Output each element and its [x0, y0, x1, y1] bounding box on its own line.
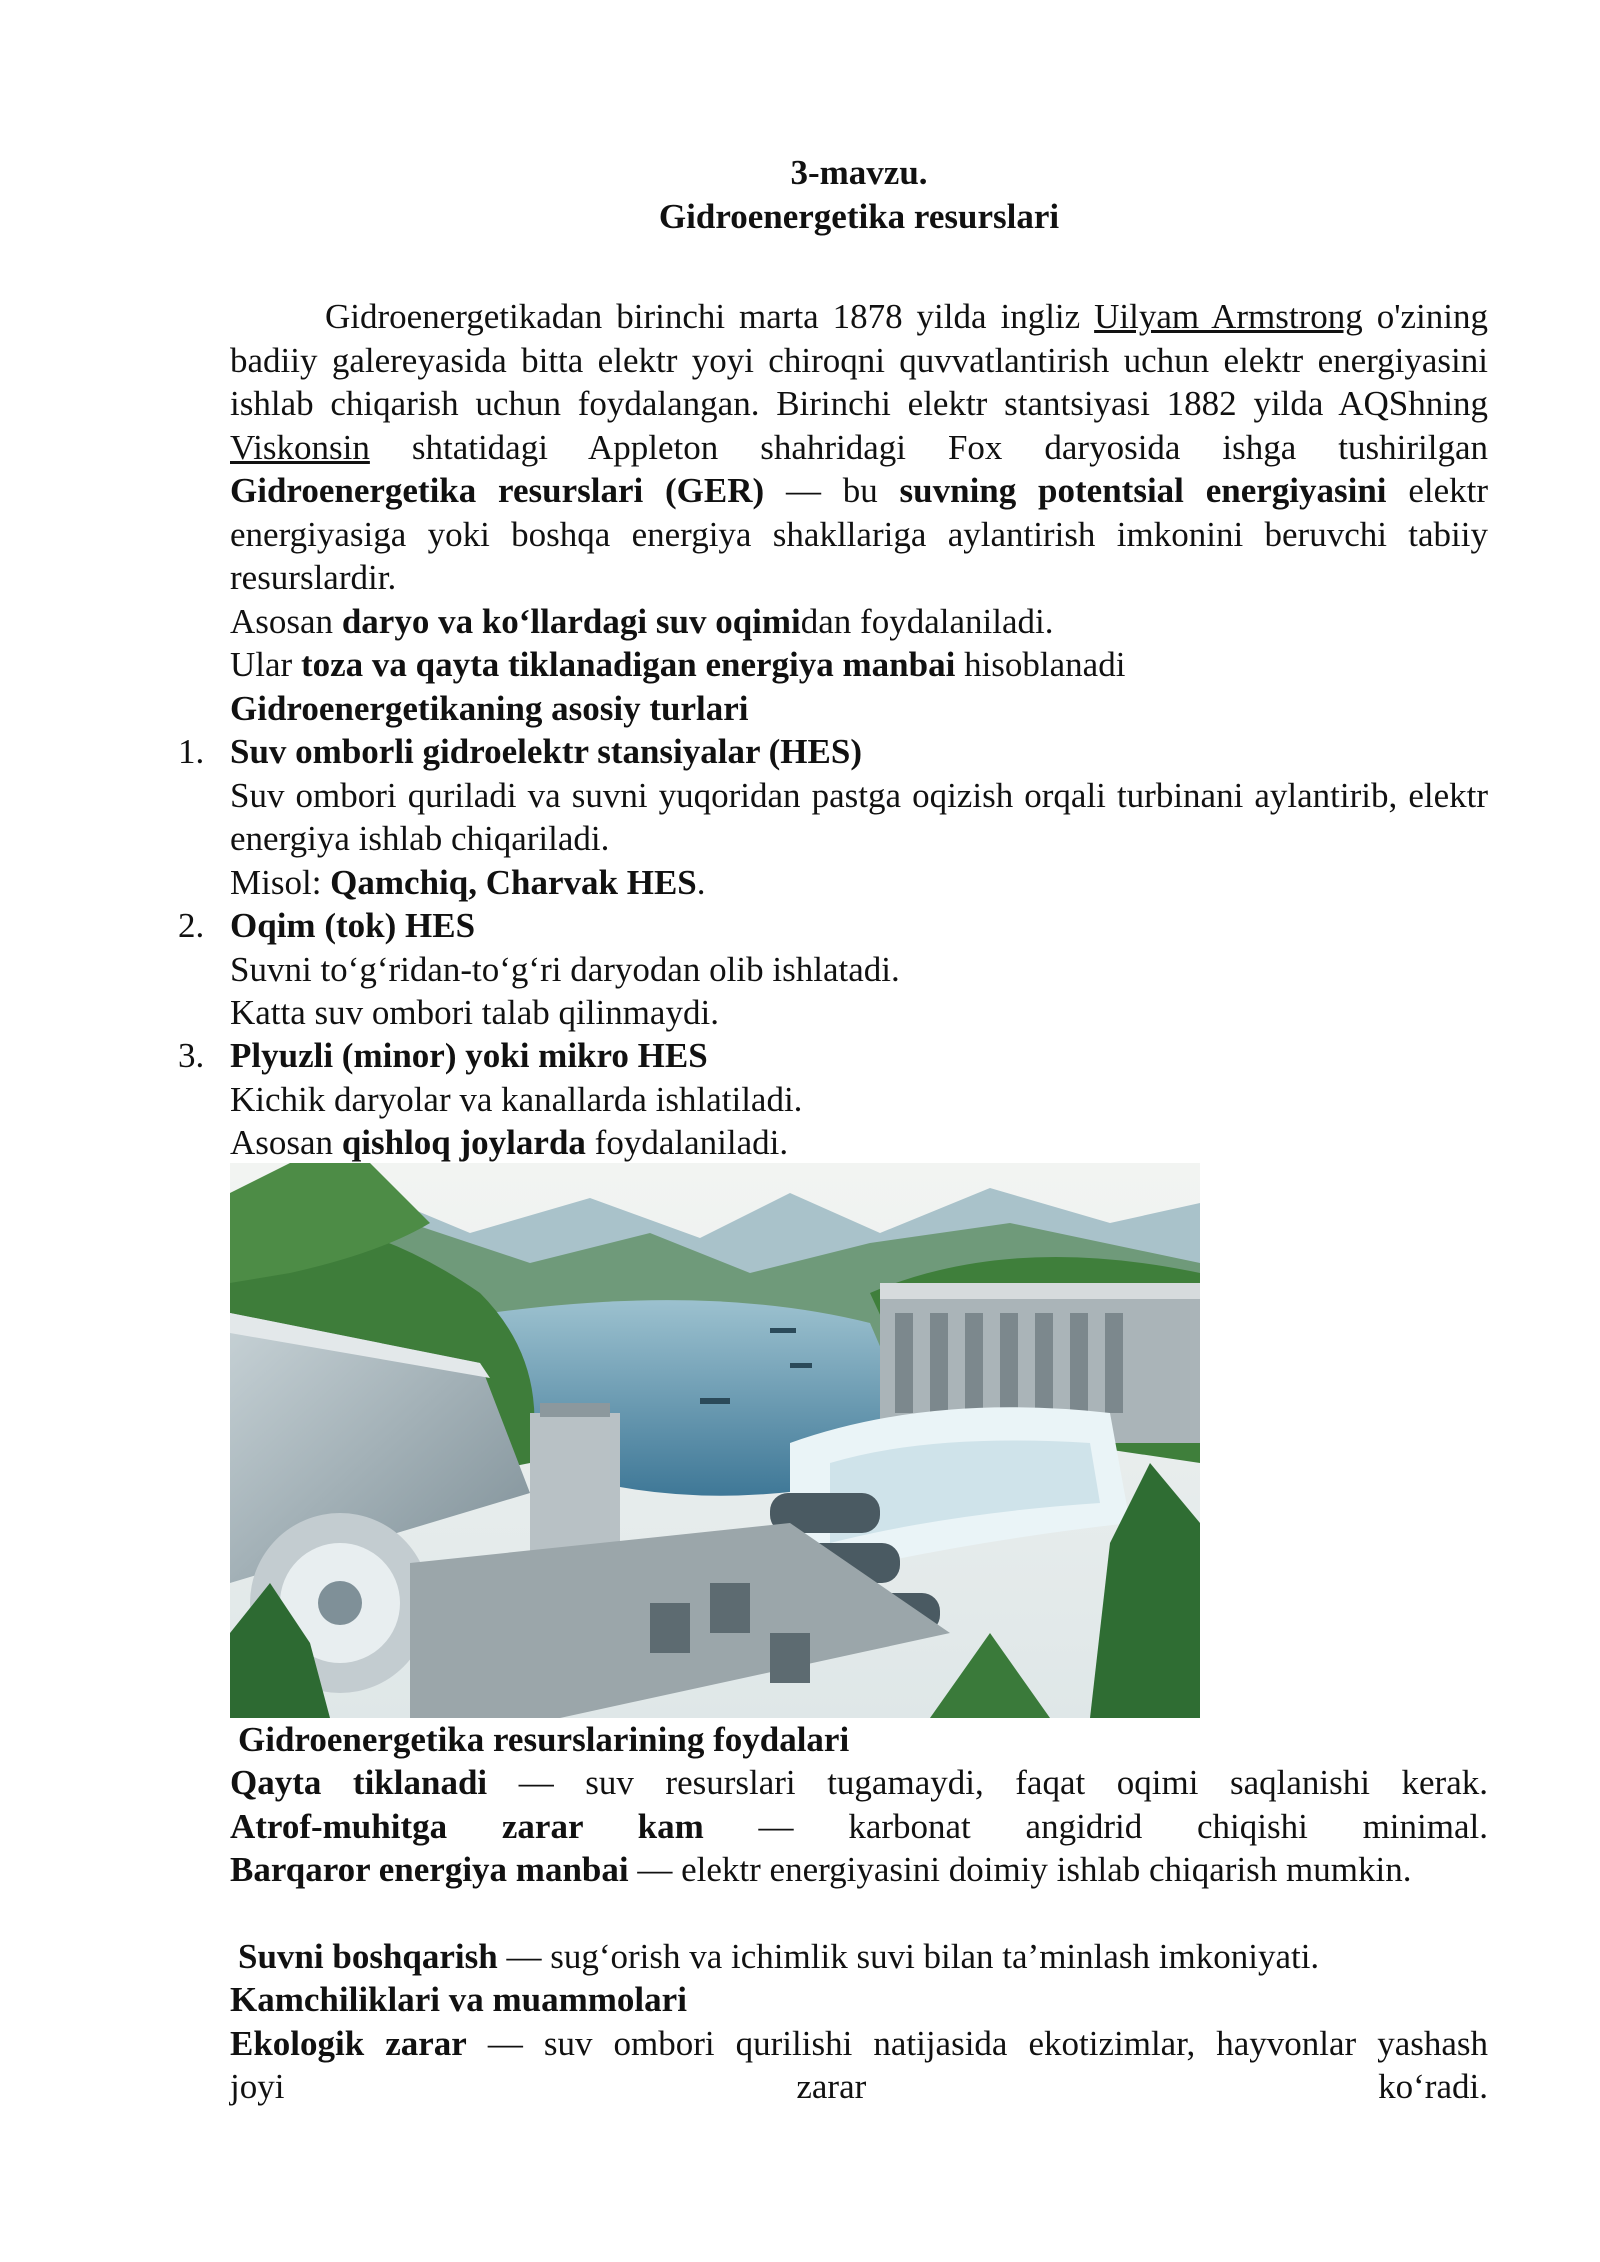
drawback-ecological-continued — [230, 2065, 1488, 2109]
benefit-low-impact — [230, 1805, 1488, 1849]
bold-text: qishloq joylarda — [341, 1123, 586, 1162]
topic-number: 3-mavzu. — [790, 153, 928, 192]
list-item-description: Suv ombori quriladi va suvni yuqoridan pastga oqizish orqali turbinani aylantirib, elektr energiya ishlab chiqariladi. — [230, 775, 1488, 858]
list-number: 3. — [178, 1036, 205, 1075]
intro-text: shtatidagi Appleton shahridagi Fox daryosida ishga tushirilgan — [369, 427, 1488, 467]
intro-text: Gidroenergetikadan birinchi marta 1878 yilda ingliz — [325, 297, 1095, 336]
bold-text: Barqaror energiya manbai — [230, 1850, 629, 1889]
list-number: 2. — [178, 906, 205, 945]
list-item-micro-hes — [230, 1034, 1488, 1165]
benefit-water-management — [238, 1935, 1496, 1979]
list-item-title: Suv omborli gidroelektr stansiyalar (HES) — [230, 732, 862, 771]
hydropower-illustration — [230, 1163, 1200, 1718]
text: dan foydalaniladi. — [800, 602, 1054, 641]
intro-bold: Gidroenergetika resurslari (GER) — [230, 471, 765, 510]
page-title: Gidroenergetika resurslari — [658, 197, 1060, 236]
benefit-stable-source — [230, 1848, 1488, 1892]
text: — suv resurslari tugamaydi, faqat oqimi saqlanishi kerak. — [487, 1763, 1488, 1802]
text: — elektr energiyasini doimiy ishlab chiqarish mumkin. — [628, 1850, 1412, 1889]
bold-text: Qayta tiklanadi — [230, 1763, 488, 1802]
text: hisoblanadi — [955, 645, 1126, 684]
bold-text: Ekologik zarar — [230, 2024, 467, 2063]
intro-text: elektr energiyasiga yoki boshqa energiya shakllariga aylantirish imkonini beruvchi tabiiy resurslardir. — [230, 471, 1488, 597]
list-item-run-of-river-hes — [230, 904, 1488, 1035]
intro-text: o'zining badiiy galereyasida bitta elektr yoyi chiroqni quvvatlantirish uchun elektr energiyasini ishlab chiqarish uchun foydalangan. Birinchi elektr stantsiyasi 1882 yilda AQShning — [230, 297, 1488, 423]
intro-line-clean-energy — [230, 643, 1488, 687]
drawbacks-heading — [230, 1978, 1488, 2022]
text: Asosan — [230, 602, 342, 641]
word-zarar: zarar — [796, 2067, 867, 2106]
text: Ular — [230, 645, 301, 684]
list-item-title: Plyuzli (minor) yoki mikro HES — [230, 1036, 708, 1075]
link-uilyam-armstrong[interactable]: Uilyam Armstrong — [1094, 297, 1363, 336]
list-item-line: Suvni to‘g‘ridan-to‘g‘ri daryodan olib ishlatadi. — [230, 949, 900, 989]
text: — karbonat angidrid chiqishi minimal. — [703, 1807, 1488, 1846]
bold-text: Atrof-muhitga zarar kam — [230, 1807, 704, 1846]
benefits-heading — [238, 1718, 1496, 1762]
heading-text: Gidroenergetika resurslarining foydalari — [238, 1720, 850, 1759]
bold-text: toza va qayta tiklanadigan energiya manbai — [300, 645, 956, 684]
heading-text: Gidroenergetikaning asosiy turlari — [230, 689, 749, 728]
drawback-ecological — [230, 2022, 1488, 2066]
text: — suv ombori qurilishi natijasida ekotizimlar, hayvonlar yashash — [466, 2024, 1489, 2063]
list-item-line: Kichik daryolar va kanallarda ishlatiladi. — [230, 1079, 803, 1119]
intro-text: — bu — [764, 471, 900, 510]
list-number: 1. — [178, 732, 205, 771]
list-item-line: Katta suv ombori talab qilinmaydi. — [230, 993, 719, 1032]
intro-bold: suvning potentsial energiyasini — [899, 471, 1387, 510]
link-viskonsin[interactable]: Viskonsin — [230, 427, 370, 467]
word-joyi: joyi — [230, 2067, 285, 2106]
text: . — [696, 862, 706, 902]
intro-line-water-flow — [230, 600, 1488, 644]
hydropower-dam-image — [230, 1163, 1200, 1718]
list-item-title: Oqim (tok) HES — [230, 906, 476, 945]
list-item-reservoir-hes — [230, 730, 1488, 904]
text: Misol: — [230, 862, 331, 902]
word-koradi: ko‘radi. — [1378, 2067, 1488, 2106]
list-item-line — [230, 1121, 1488, 1165]
text: Asosan — [230, 1123, 342, 1162]
benefit-renewable — [230, 1761, 1488, 1805]
types-heading — [230, 687, 1488, 731]
bold-text: Qamchiq, Charvak HES — [330, 862, 697, 902]
text: foydalaniladi. — [585, 1123, 789, 1162]
intro-paragraph — [230, 295, 1488, 600]
bold-text: daryo va ko‘llardagi suv oqimi — [341, 602, 801, 641]
heading-text: Kamchiliklari va muammolari — [230, 1980, 687, 2019]
text: — sug‘orish va ichimlik suvi bilan ta’minlash imkoniyati. — [497, 1937, 1320, 1976]
bold-text: Suvni boshqarish — [238, 1937, 498, 1976]
list-item-example — [230, 861, 1488, 905]
